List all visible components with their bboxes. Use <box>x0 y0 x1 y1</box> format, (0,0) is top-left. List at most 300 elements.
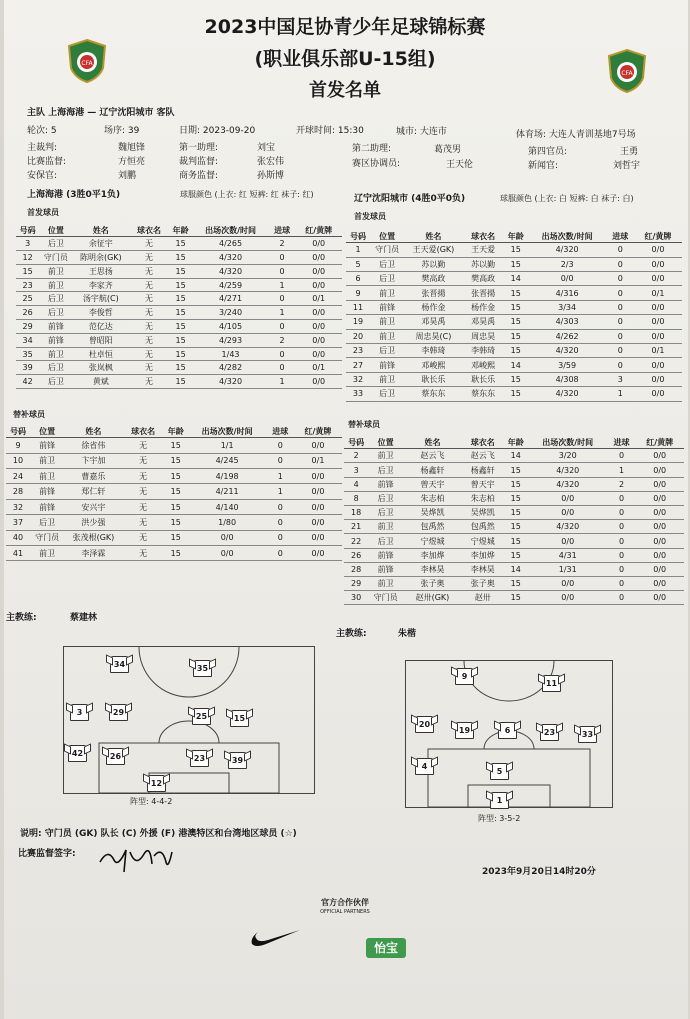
table-cell: 0 <box>608 491 636 505</box>
table-cell: 前锋 <box>368 548 403 562</box>
player-shirt: 35 <box>193 660 212 677</box>
cestbon-logo: 怡宝 <box>366 938 406 958</box>
table-cell: 35 <box>16 347 39 361</box>
table-cell: 1/1 <box>188 438 267 453</box>
table-row <box>16 278 342 292</box>
table-cell: 李韩琦 <box>463 344 504 358</box>
home-starters-table <box>16 224 342 389</box>
table-cell: 2 <box>269 333 296 347</box>
table-cell: 0/0 <box>634 358 682 372</box>
table-cell: 0/0 <box>294 515 342 530</box>
table-cell: 前锋 <box>30 484 64 499</box>
table-cell: 0 <box>269 361 296 375</box>
table-cell: 前卫 <box>39 347 72 361</box>
table-cell: 耿长乐 <box>463 372 504 386</box>
table-row <box>16 347 342 361</box>
table-cell: 12 <box>16 251 39 265</box>
header-cell: 号码 <box>346 230 370 243</box>
header-cell: 位置 <box>368 436 403 449</box>
away-starters-label: 首发球员 <box>354 212 386 221</box>
table-cell: 前锋 <box>368 477 403 491</box>
table-cell: 前卫 <box>39 264 72 278</box>
table-cell: 15 <box>504 477 528 491</box>
table-cell: 0/0 <box>634 272 682 286</box>
venue-coord-label: 赛区协调员: <box>352 159 401 169</box>
player-shirt: 6 <box>498 722 517 739</box>
table-cell: 3 <box>607 372 634 386</box>
table-cell: 前锋 <box>30 438 64 453</box>
table-cell: 15 <box>164 546 188 561</box>
security-label: 安保官: <box>27 171 58 181</box>
table-cell: 李泽霖 <box>64 546 122 561</box>
security: 刘鹏 <box>118 171 137 181</box>
table-cell: 32 <box>6 499 30 514</box>
table-cell: 4/316 <box>528 286 607 300</box>
table-cell: 0/0 <box>528 506 608 520</box>
table-cell: 后卫 <box>30 515 64 530</box>
table-cell: 邓昊禹 <box>463 315 504 329</box>
table-cell: 23 <box>346 344 370 358</box>
table-cell: 前锋 <box>39 320 72 334</box>
table-cell: 宁煜城 <box>462 534 504 548</box>
table-cell: 前锋 <box>30 499 64 514</box>
table-cell: 张晋揚 <box>463 286 504 300</box>
player-shirt: 23 <box>540 724 559 741</box>
table-cell: 26 <box>344 548 368 562</box>
referee-label: 主裁判: <box>27 143 58 153</box>
table-cell: 4/105 <box>192 320 269 334</box>
player-shirt: 34 <box>110 656 129 673</box>
header-cell: 年龄 <box>504 436 528 449</box>
table-row <box>346 372 682 386</box>
table-cell: 32 <box>346 372 370 386</box>
header-cell: 进球 <box>267 425 294 438</box>
table-cell: 0/0 <box>294 484 342 499</box>
table-cell: 2 <box>269 237 296 251</box>
table-cell: 28 <box>6 484 30 499</box>
table-cell: 1 <box>267 484 294 499</box>
referee: 魏旭锋 <box>118 143 146 153</box>
table-cell: 15 <box>504 506 528 520</box>
table-cell: 0/0 <box>635 506 684 520</box>
table-cell: 邓昊禹 <box>404 315 462 329</box>
table-cell: 陈明余(GK) <box>73 251 130 265</box>
table-cell: 无 <box>123 453 164 468</box>
header-cell: 姓名 <box>73 224 130 237</box>
fourth-label: 第四官员: <box>528 147 568 157</box>
table-cell: 0 <box>607 315 634 329</box>
table-cell: 李加烨 <box>462 548 504 562</box>
table-cell: 李俊哲 <box>73 306 130 320</box>
table-cell: 41 <box>6 546 30 561</box>
table-cell: 后卫 <box>39 237 72 251</box>
table-cell: 李家齐 <box>73 278 130 292</box>
header-cell: 位置 <box>370 230 404 243</box>
table-row <box>346 286 682 300</box>
table-cell: 18 <box>344 506 368 520</box>
header-cell: 球衣名 <box>123 425 164 438</box>
table-row <box>6 438 342 453</box>
table-cell: 徐省伟 <box>64 438 122 453</box>
table-cell: 11 <box>346 300 370 314</box>
table-cell: 0/0 <box>295 306 342 320</box>
table-row <box>6 546 342 561</box>
away-formation-label: 阵型: 3-5-2 <box>478 814 521 823</box>
away-team-name: 辽宁沈阳城市 (4胜0平0负) <box>354 194 466 204</box>
table-cell: 15 <box>164 515 188 530</box>
table-cell: 4/282 <box>192 361 269 375</box>
table-cell: 3 <box>344 463 368 477</box>
table-cell: 无 <box>129 333 169 347</box>
table-cell: 前卫 <box>370 286 404 300</box>
table-cell: 0/0 <box>635 562 684 576</box>
table-cell: 15 <box>504 591 528 605</box>
table-cell: 后卫 <box>39 375 72 389</box>
table-row <box>6 530 342 545</box>
table-cell: 赵云飞 <box>403 449 462 463</box>
table-cell: 15 <box>504 344 528 358</box>
player-shirt: 11 <box>542 675 561 692</box>
table-cell: 郑仁轩 <box>64 484 122 499</box>
table-cell: 4/140 <box>188 499 267 514</box>
away-coach-label: 主教练: <box>336 629 367 639</box>
table-cell: 5 <box>346 257 370 271</box>
table-cell: 0/0 <box>528 591 608 605</box>
table-cell: 赵卅 <box>462 591 504 605</box>
player-shirt: 39 <box>228 752 247 769</box>
table-cell: 15 <box>504 463 528 477</box>
signature-label: 比赛监督签字: <box>18 849 76 859</box>
table-cell: 安兴宇 <box>64 499 122 514</box>
doc-title: 首发名单 <box>309 80 381 101</box>
table-cell: 1 <box>269 278 296 292</box>
table-cell: 4/262 <box>528 329 607 343</box>
table-cell: 0 <box>269 320 296 334</box>
home-formation-label: 阵型: 4-4-2 <box>130 797 173 806</box>
table-cell: 0/0 <box>635 477 684 491</box>
table-cell: 26 <box>16 306 39 320</box>
header-cell: 出场次数/时间 <box>188 425 267 438</box>
table-cell: 0/0 <box>528 534 608 548</box>
away-coach: 朱楷 <box>398 629 417 639</box>
player-shirt: 33 <box>578 726 597 743</box>
table-cell: 4/265 <box>192 237 269 251</box>
table-cell: 15 <box>169 375 192 389</box>
player-shirt: 4 <box>415 758 434 775</box>
table-row <box>346 257 682 271</box>
table-cell: 15 <box>504 491 528 505</box>
table-cell: 15 <box>16 264 39 278</box>
player-shirt: 15 <box>230 710 249 727</box>
player-shirt: 23 <box>190 750 209 767</box>
table-cell: 曾昭阳 <box>73 333 130 347</box>
table-cell: 前卫 <box>370 329 404 343</box>
table-row <box>16 237 342 251</box>
table-row <box>346 300 682 314</box>
commercial-label: 商务监督: <box>179 171 219 181</box>
table-cell: 蔡东东 <box>404 387 462 401</box>
table-cell: 后卫 <box>370 272 404 286</box>
home-subs-table <box>6 425 342 561</box>
signature-handwriting <box>96 838 176 876</box>
table-cell: 15 <box>504 534 528 548</box>
table-row <box>344 576 684 590</box>
table-cell: 无 <box>129 251 169 265</box>
partners-label-en: OFFICIAL PARTNERS <box>320 909 370 915</box>
table-cell: 4/320 <box>192 375 269 389</box>
table-cell: 4/320 <box>528 463 608 477</box>
table-row <box>344 562 684 576</box>
table-cell: 0/0 <box>528 272 607 286</box>
table-row <box>6 499 342 514</box>
table-cell: 15 <box>504 576 528 590</box>
meta-stadium: 体育场: 大连人青训基地7号场 <box>516 130 636 140</box>
table-cell: 0/1 <box>295 361 342 375</box>
table-cell: 无 <box>129 361 169 375</box>
table-cell: 杜卓恒 <box>73 347 130 361</box>
table-row <box>344 463 684 477</box>
table-cell: 9 <box>6 438 30 453</box>
table-row <box>344 534 684 548</box>
table-cell: 2 <box>608 477 636 491</box>
table-cell: 宁煜城 <box>403 534 462 548</box>
table-cell: 张子奥 <box>403 576 462 590</box>
table-cell: 0/0 <box>634 329 682 343</box>
meta-kickoff: 开球时间: 15:30 <box>296 126 364 136</box>
table-cell: 15 <box>169 278 192 292</box>
table-cell: 4/198 <box>188 469 267 484</box>
player-shirt: 12 <box>147 775 166 792</box>
table-cell: 4/320 <box>192 251 269 265</box>
table-cell: 0/0 <box>294 469 342 484</box>
table-row <box>6 484 342 499</box>
table-cell: 0 <box>608 534 636 548</box>
header-cell: 出场次数/时间 <box>192 224 269 237</box>
table-cell: 0/0 <box>634 243 682 257</box>
table-cell: 30 <box>344 591 368 605</box>
table-row <box>16 320 342 334</box>
meta-date: 日期: 2023-09-20 <box>179 126 256 136</box>
home-coach: 蔡建林 <box>70 613 98 623</box>
table-row <box>6 453 342 468</box>
table-header <box>346 230 682 243</box>
table-cell: 前锋 <box>39 333 72 347</box>
table-cell: 0 <box>608 520 636 534</box>
table-cell: 李韩琦 <box>404 344 462 358</box>
table-cell: 0/0 <box>295 278 342 292</box>
table-cell: 0 <box>269 264 296 278</box>
table-cell: 后卫 <box>370 257 404 271</box>
table-cell: 卞宇加 <box>64 453 122 468</box>
table-cell: 0 <box>269 292 296 306</box>
table-cell: 无 <box>129 292 169 306</box>
table-cell: 1 <box>346 243 370 257</box>
player-shirt: 20 <box>415 716 434 733</box>
header-cell: 姓名 <box>404 230 462 243</box>
table-cell: 0/0 <box>634 387 682 401</box>
table-cell: 15 <box>504 520 528 534</box>
table-cell: 樊高政 <box>404 272 462 286</box>
table-row <box>16 251 342 265</box>
table-cell: 前锋 <box>370 358 404 372</box>
header-cell: 进球 <box>269 224 296 237</box>
table-row <box>344 520 684 534</box>
table-cell: 0 <box>607 344 634 358</box>
commercial: 孙斯博 <box>257 171 285 181</box>
table-cell: 14 <box>504 272 528 286</box>
table-cell: 4/308 <box>528 372 607 386</box>
table-cell: 王思扬 <box>73 264 130 278</box>
table-cell: 24 <box>6 469 30 484</box>
home-team-name: 上海海港 (3胜0平1负) <box>27 190 121 200</box>
table-cell: 15 <box>504 372 528 386</box>
table-cell: 15 <box>164 469 188 484</box>
table-cell: 14 <box>504 358 528 372</box>
table-cell: 22 <box>344 534 368 548</box>
table-cell: 10 <box>6 453 30 468</box>
table-cell: 苏以勤 <box>463 257 504 271</box>
table-cell: 曾天宇 <box>462 477 504 491</box>
svg-text:CFA: CFA <box>81 60 93 67</box>
header-cell: 位置 <box>30 425 64 438</box>
table-cell: 0/0 <box>295 237 342 251</box>
table-row <box>344 491 684 505</box>
table-cell: 15 <box>164 530 188 545</box>
table-cell: 4/303 <box>528 315 607 329</box>
table-cell: 耿长乐 <box>404 372 462 386</box>
table-cell: 1/43 <box>192 347 269 361</box>
table-cell: 无 <box>129 264 169 278</box>
table-cell: 0 <box>608 449 636 463</box>
table-cell: 后卫 <box>368 534 403 548</box>
header-cell: 红/黄牌 <box>295 224 342 237</box>
table-cell: 15 <box>169 333 192 347</box>
table-cell: 0 <box>608 591 636 605</box>
table-cell: 0/0 <box>294 530 342 545</box>
svg-text:CFA: CFA <box>621 70 633 77</box>
table-cell: 黄斌 <box>73 375 130 389</box>
table-cell: 李林昊 <box>462 562 504 576</box>
legend-note: 说明: 守门员 (GK) 队长 (C) 外援 (F) 港澳特区和台湾地区球员 (☆) <box>20 829 297 839</box>
header-cell: 红/黄牌 <box>634 230 682 243</box>
table-cell: 前卫 <box>368 520 403 534</box>
table-cell: 朱志柏 <box>403 491 462 505</box>
meta-match-no: 场序: 39 <box>104 126 140 136</box>
table-cell: 33 <box>346 387 370 401</box>
table-cell: 无 <box>123 469 164 484</box>
header-cell: 号码 <box>16 224 39 237</box>
table-cell: 无 <box>129 347 169 361</box>
player-shirt: 3 <box>70 704 89 721</box>
table-cell: 29 <box>16 320 39 334</box>
timestamp: 2023年9月20日14时20分 <box>482 867 596 877</box>
header-cell: 红/黄牌 <box>294 425 342 438</box>
table-cell: 无 <box>129 237 169 251</box>
table-cell: 0 <box>607 329 634 343</box>
table-cell: 无 <box>123 530 164 545</box>
table-cell: 前卫 <box>39 278 72 292</box>
table-cell: 3/34 <box>528 300 607 314</box>
table-row <box>16 361 342 375</box>
table-row <box>16 292 342 306</box>
header-cell: 进球 <box>607 230 634 243</box>
table-cell: 15 <box>504 329 528 343</box>
ar2: 葛茂男 <box>434 145 462 155</box>
table-row <box>16 306 342 320</box>
table-cell: 赵卅(GK) <box>403 591 462 605</box>
table-cell: 樊高政 <box>463 272 504 286</box>
table-cell: 0 <box>607 358 634 372</box>
table-cell: 15 <box>504 387 528 401</box>
table-cell: 0/0 <box>528 491 608 505</box>
header-cell: 球衣名 <box>462 436 504 449</box>
table-cell: 赵云飞 <box>462 449 504 463</box>
table-cell: 前卫 <box>368 576 403 590</box>
home-subs-label: 替补球员 <box>13 410 45 419</box>
table-cell: 0/0 <box>635 591 684 605</box>
table-cell: 王天爱(GK) <box>404 243 462 257</box>
table-cell: 21 <box>344 520 368 534</box>
header-cell: 号码 <box>344 436 368 449</box>
header-cell: 年龄 <box>164 425 188 438</box>
table-cell: 张茂根(GK) <box>64 530 122 545</box>
away-subs-label: 替补球员 <box>348 420 380 429</box>
ar1-label: 第一助理: <box>179 143 219 153</box>
table-cell: 15 <box>164 484 188 499</box>
table-row <box>346 358 682 372</box>
table-cell: 0 <box>267 530 294 545</box>
table-cell: 无 <box>129 375 169 389</box>
table-cell: 前卫 <box>370 315 404 329</box>
table-cell: 4/31 <box>528 548 608 562</box>
table-cell: 0/1 <box>294 453 342 468</box>
table-cell: 吴烨凯 <box>462 506 504 520</box>
table-cell: 0/0 <box>295 347 342 361</box>
table-cell: 15 <box>169 306 192 320</box>
table-row <box>346 243 682 257</box>
table-cell: 0/0 <box>635 548 684 562</box>
player-shirt: 29 <box>109 704 128 721</box>
table-cell: 苏以勤 <box>404 257 462 271</box>
table-cell: 包禹然 <box>403 520 462 534</box>
table-cell: 1/31 <box>528 562 608 576</box>
table-cell: 4/259 <box>192 278 269 292</box>
table-cell: 杨鑫轩 <box>462 463 504 477</box>
fourth: 王勇 <box>620 147 639 157</box>
table-cell: 杨鑫轩 <box>403 463 462 477</box>
table-cell: 0/0 <box>188 530 267 545</box>
table-row <box>346 387 682 401</box>
table-cell: 0 <box>267 499 294 514</box>
table-cell: 0 <box>267 438 294 453</box>
table-cell: 前锋 <box>368 562 403 576</box>
table-cell: 15 <box>504 257 528 271</box>
table-cell: 0/0 <box>295 320 342 334</box>
table-cell: 前卫 <box>370 372 404 386</box>
table-cell: 15 <box>504 286 528 300</box>
table-cell: 周忠昊(C) <box>404 329 462 343</box>
table-cell: 无 <box>129 306 169 320</box>
table-cell: 14 <box>504 562 528 576</box>
table-cell: 14 <box>504 449 528 463</box>
table-cell: 15 <box>504 300 528 314</box>
table-cell: 39 <box>16 361 39 375</box>
table-cell: 0/0 <box>294 546 342 561</box>
table-cell: 4/271 <box>192 292 269 306</box>
table-cell: 0/0 <box>295 264 342 278</box>
table-cell: 1 <box>269 306 296 320</box>
table-cell: 0 <box>608 506 636 520</box>
